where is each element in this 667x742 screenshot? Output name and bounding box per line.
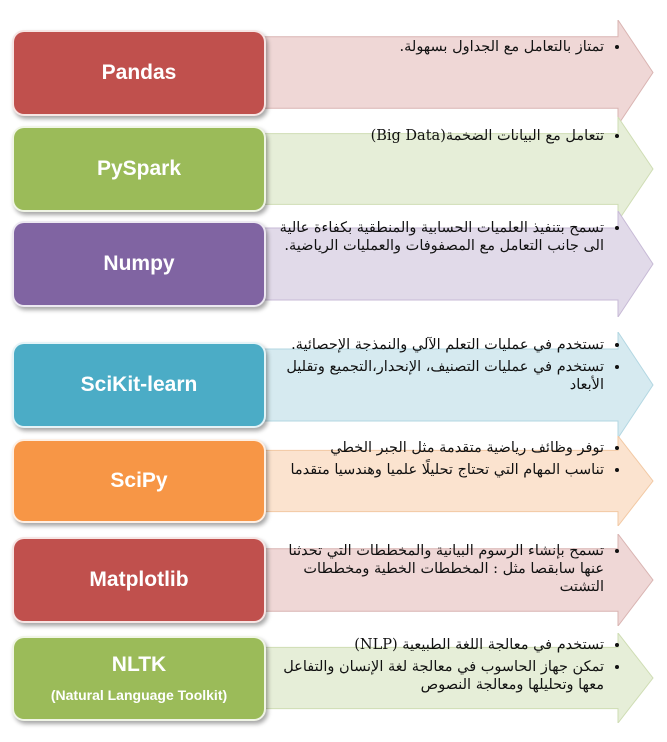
row-scipy: [0, 436, 667, 526]
description-list: [277, 336, 622, 398]
library-name: Matplotlib: [89, 568, 189, 591]
library-label-box: [12, 342, 266, 428]
description-item: • تتعامل مع البيانات الضخمة(Big Data): [277, 127, 604, 145]
library-name: Pandas: [101, 60, 177, 84]
library-label-box: [12, 636, 266, 721]
description-list: [277, 38, 622, 60]
description-item: • تستخدم في معالجة اللغة الطبيعية (NLP): [277, 636, 604, 654]
description-list: [277, 127, 622, 149]
description-list: [277, 219, 622, 259]
library-name: NLTK: [111, 653, 167, 676]
library-label-box: [12, 126, 266, 212]
description-item: • تمتاز بالتعامل مع الجداول بسهولة.: [277, 38, 604, 56]
library-label-box: [12, 537, 266, 623]
arrow-polygon: [262, 20, 653, 125]
row-pyspark: [0, 113, 667, 221]
row-numpy: [0, 211, 667, 317]
library-name: SciPy: [110, 469, 168, 492]
row-scikit-learn: [0, 322, 667, 438]
library-label-box: [12, 30, 266, 116]
description-list: [277, 542, 622, 600]
description-item: • توفر وظائف رياضية متقدمة مثل الجبر الخطي: [277, 439, 604, 457]
library-name: PySpark: [96, 157, 182, 180]
description-item: • تستخدم في عمليات التعلم الآلي والنمذجة الإحصائية.: [277, 336, 604, 354]
description-item: • تناسب المهام التي تحتاج تحليلًا علميا وهندسيا متقدما: [277, 461, 604, 479]
row-nltk: [0, 633, 667, 723]
row-matplotlib: [0, 534, 667, 626]
description-item: • تسمح بتنفيذ العلميات الحسابية والمنطقية بكفاءة عالية الى جانب التعامل مع المصفوفات والعمليات الرياضية.: [277, 219, 604, 255]
row-pandas: [0, 15, 667, 125]
description-item: • تسمح بإنشاء الرسوم البيانية والمخططات التي تحدثنا عنها سابقصا مثل : المخططات الخطية ومخططات التشتت: [277, 542, 604, 596]
description-list: [277, 439, 622, 483]
description-item: • تمكن جهاز الحاسوب في معالجة لغة الإنسان والتفاعل معها وتحليلها ومعالجة النصوص: [277, 658, 604, 694]
library-name: Numpy: [103, 252, 175, 275]
library-label-box: [12, 439, 266, 523]
description-item: • تستخدم في عمليات التصنيف، الإنحدار،التجميع وتقليل الأبعاد: [277, 358, 604, 394]
library-name: SciKit-learn: [80, 373, 198, 396]
library-label-box: [12, 221, 266, 307]
description-list: [277, 636, 622, 698]
arrow-shape: [262, 20, 654, 125]
library-subtitle: (Natural Language Toolkit): [50, 687, 228, 703]
